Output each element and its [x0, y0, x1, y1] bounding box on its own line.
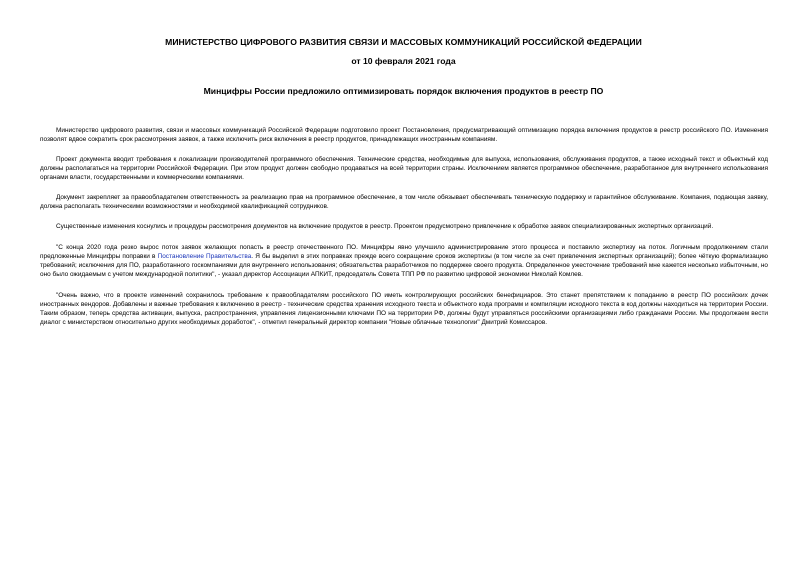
- document-title: Минцифры России предложило оптимизировать порядок включения продуктов в реестр ПО: [203, 86, 604, 96]
- quote-komlev-text-start: "С конца 2020 года резко вырос поток заявок желающих попасть в реестр отечественного ПО. Минцифры явно улучшило администрирование этого процесса и поставило экспертизу на поток. Логичным продолжением стали предложенные Минцифры поправки в: [40, 244, 768, 260]
- quote-komissarov: "Очень важно, что в проекте изменений сохранилось требование к правообладателям российского ПО иметь контролирующих российских бенефициаров. Это станет препятствием к попаданию в реестр ПО российских дочек иностранных вендоров. Добавлены и важные требования к включению в реестр - технические средства хранения исходного текста и объектного кода программ и компиляции исходного текста в код должны находиться на территории России. Таким образом, теперь средства активации, выпуска, распространения, управления лицензионными ключами ПО на территории РФ, должны будут управляться российскими организациями либо гражданами России. Мы продолжаем вести диалог с министерством относительно других необходимых доработок", - отметил генеральный директор компании "Новые облачные технологии" Дмитрий Комиссаров.: [40, 292, 768, 326]
- paragraph-intro: Министерство цифрового развития, связи и массовых коммуникаций Российской Федерации подготовило проект Постановления, предусматривающий оптимизацию порядка включения продуктов в реестр российского ПО. Изменения позволят вдвое сократить срок рассмотрения заявок, а также исключить риск включения в реестр продуктов, принадлежащих иностранным компаниям.: [40, 127, 768, 143]
- government-decree-link[interactable]: Постановление Правительства: [157, 253, 252, 260]
- paragraph-procedure: Существенные изменения коснулись и процедуры рассмотрения документов на включение продуктов в реестр. Проектом предусмотрено привлечение к обработке заявок специализированных экспертных организаций.: [56, 223, 714, 230]
- quote-komlev-text-end: . Я бы выделил в этих поправках прежде всего сокращение сроков экспертизы (в том числе за счет привлечения экспертных организаций); более чёткую формализацию требований; исключения для ПО, разработанного госкомпаниями для внутреннего использования; обязательства разработчиков по поддержке своего продукта. Определенное ужесточение требований мне кажется несколько избыточным, но оно было ожидаемым с учетом международной политики", - указал директор Ассоциации АПКИТ, председатель Совета ТПП РФ по развитию цифровой экономики Николай Комлев.: [40, 253, 768, 278]
- paragraph-responsibility: Документ закрепляет за правообладателем ответственность за реализацию прав на программное обеспечение, в том числе обязывает обеспечивать техническую поддержку и гарантийное обслуживание. Компания, подающая заявку, должна располагать техническими возможностями и необходимой квалификацией сотрудников.: [40, 194, 768, 210]
- document-body: [40, 126, 768, 338]
- paragraph-localization: Проект документа вводит требования к локализации производителей программного обеспечения. Технические средства, необходимые для выпуска, использования, обслуживания продуктов, а также исходный текст и объектный код должны располагаться на территории Российской Федерации. При этом продукт должен свободно продаваться на всей территории страны. Исключением является программное обеспечение, разработанное для внутреннего использования органами власти, государственными и коммерческими компаниями.: [40, 156, 768, 181]
- quote-komlev: [40, 243, 768, 279]
- document-date: от 10 февраля 2021 года: [351, 56, 456, 66]
- ministry-heading: МИНИСТЕРСТВО ЦИФРОВОГО РАЗВИТИЯ СВЯЗИ И МАССОВЫХ КОММУНИКАЦИЙ РОССИЙСКОЙ ФЕДЕРАЦИИ: [165, 37, 642, 47]
